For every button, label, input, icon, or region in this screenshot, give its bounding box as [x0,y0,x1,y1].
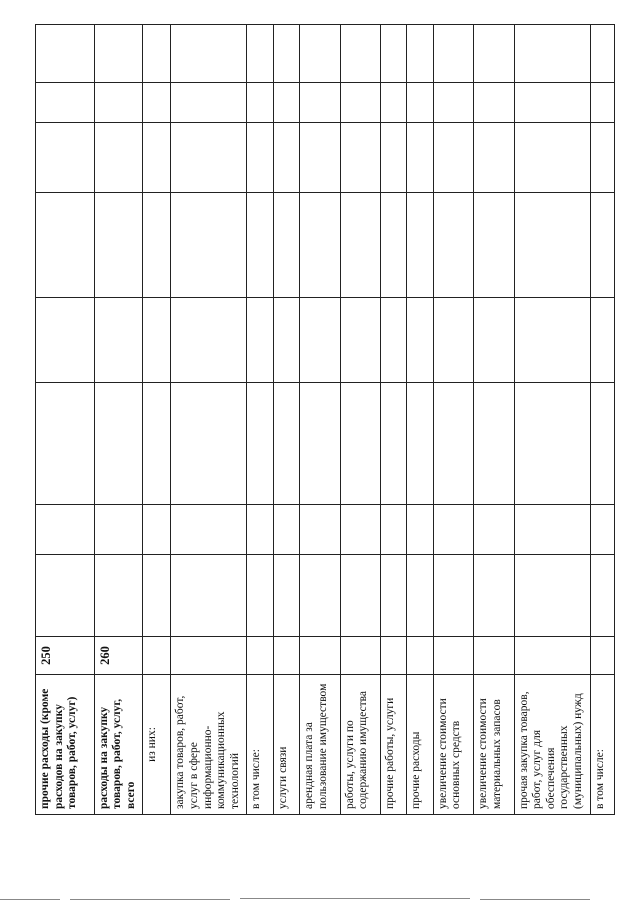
value-cell [514,25,590,83]
value-cell [474,123,515,193]
value-cell [36,555,95,637]
table-row [407,25,433,815]
financial-plan-table [35,24,615,815]
value-cell [474,298,515,383]
value-cell [247,505,273,555]
value-cell [407,123,433,193]
scan-artifact [70,899,230,900]
value-cell [474,383,515,505]
value-cell [433,555,474,637]
row-code [590,637,614,675]
value-cell [340,25,381,83]
row-code [247,637,273,675]
value-cell [340,505,381,555]
value-cell [36,298,95,383]
table-row [590,25,614,815]
value-cell [590,193,614,298]
row-label: услуги связи [273,675,299,815]
row-label: закупка товаров, работ, услуг в сфере информационно-коммуникационных технологий [171,675,247,815]
value-cell [94,555,142,637]
value-cell [433,25,474,83]
value-cell [94,83,142,123]
value-cell [299,83,340,123]
value-cell [143,123,171,193]
value-cell [273,123,299,193]
value-cell [273,25,299,83]
row-code [171,637,247,675]
value-cell [143,193,171,298]
value-cell [247,25,273,83]
value-cell [340,123,381,193]
value-cell [247,193,273,298]
value-cell [94,193,142,298]
row-code: 260 [94,637,142,675]
value-cell [381,555,407,637]
value-cell [299,555,340,637]
value-cell [514,193,590,298]
value-cell [36,193,95,298]
table-row [433,25,474,815]
scan-artifact [240,898,470,899]
value-cell [407,298,433,383]
row-code: 250 [36,637,95,675]
rotated-page [35,25,615,815]
value-cell [143,83,171,123]
row-label: прочие расходы [407,675,433,815]
value-cell [36,83,95,123]
row-label: из них: [143,675,171,815]
row-label: работы, услуги по содержанию имущества [340,675,381,815]
value-cell [433,83,474,123]
value-cell [590,25,614,83]
row-label: прочие работы, услуги [381,675,407,815]
row-code [407,637,433,675]
value-cell [514,123,590,193]
row-code [299,637,340,675]
value-cell [514,298,590,383]
value-cell [340,193,381,298]
row-code [143,637,171,675]
value-cell [299,505,340,555]
value-cell [381,193,407,298]
value-cell [247,383,273,505]
value-cell [171,83,247,123]
table-row [36,25,95,815]
value-cell [143,505,171,555]
value-cell [514,383,590,505]
value-cell [381,505,407,555]
value-cell [590,298,614,383]
row-label: арендная плата за пользование имуществом [299,675,340,815]
value-cell [340,383,381,505]
value-cell [433,123,474,193]
value-cell [381,383,407,505]
value-cell [299,298,340,383]
value-cell [143,555,171,637]
value-cell [171,383,247,505]
value-cell [247,83,273,123]
value-cell [590,383,614,505]
table-row [299,25,340,815]
table-row [340,25,381,815]
value-cell [36,383,95,505]
value-cell [590,123,614,193]
row-code [381,637,407,675]
value-cell [590,555,614,637]
value-cell [474,83,515,123]
table-row [514,25,590,815]
row-code [433,637,474,675]
row-code [514,637,590,675]
value-cell [474,25,515,83]
value-cell [273,383,299,505]
table-row [247,25,273,815]
value-cell [94,298,142,383]
row-code [474,637,515,675]
value-cell [407,555,433,637]
table-row [143,25,171,815]
value-cell [94,25,142,83]
value-cell [299,123,340,193]
value-cell [273,555,299,637]
value-cell [381,298,407,383]
row-label: прочие расходы (кроме расходов на закупку товаров, работ, услуг) [36,675,95,815]
value-cell [590,505,614,555]
value-cell [514,83,590,123]
value-cell [171,123,247,193]
value-cell [247,298,273,383]
value-cell [474,555,515,637]
value-cell [94,505,142,555]
value-cell [171,555,247,637]
value-cell [381,25,407,83]
value-cell [340,555,381,637]
value-cell [273,505,299,555]
table-row [273,25,299,815]
row-label: расходы на закупку товаров, работ, услуг, всего [94,675,142,815]
value-cell [433,193,474,298]
value-cell [273,193,299,298]
value-cell [299,193,340,298]
table-row [381,25,407,815]
row-label: увеличение стоимости основных средств [433,675,474,815]
value-cell [433,505,474,555]
row-label: в том числе: [247,675,273,815]
value-cell [247,123,273,193]
row-label: в том числе: [590,675,614,815]
value-cell [273,83,299,123]
value-cell [171,505,247,555]
value-cell [171,298,247,383]
scan-artifact [480,899,590,900]
value-cell [381,83,407,123]
value-cell [36,25,95,83]
value-cell [340,83,381,123]
value-cell [247,555,273,637]
value-cell [171,193,247,298]
value-cell [94,383,142,505]
value-cell [381,123,407,193]
value-cell [36,123,95,193]
value-cell [299,25,340,83]
row-label: прочая закупка товаров, работ, услуг для обеспечения государственных (муниципальных) нужд [514,675,590,815]
value-cell [340,298,381,383]
table-row [94,25,142,815]
value-cell [474,505,515,555]
value-cell [299,383,340,505]
value-cell [407,193,433,298]
value-cell [143,298,171,383]
value-cell [433,298,474,383]
table-row [171,25,247,815]
value-cell [514,555,590,637]
value-cell [407,383,433,505]
scan-artifact [0,899,60,900]
value-cell [273,298,299,383]
row-code [273,637,299,675]
value-cell [407,83,433,123]
value-cell [514,505,590,555]
value-cell [94,123,142,193]
value-cell [171,25,247,83]
value-cell [590,83,614,123]
row-label: увеличение стоимости материальных запасов [474,675,515,815]
value-cell [474,193,515,298]
value-cell [407,505,433,555]
table-body [36,25,615,815]
value-cell [433,383,474,505]
value-cell [407,25,433,83]
value-cell [143,25,171,83]
table-row [474,25,515,815]
row-code [340,637,381,675]
value-cell [143,383,171,505]
value-cell [36,505,95,555]
